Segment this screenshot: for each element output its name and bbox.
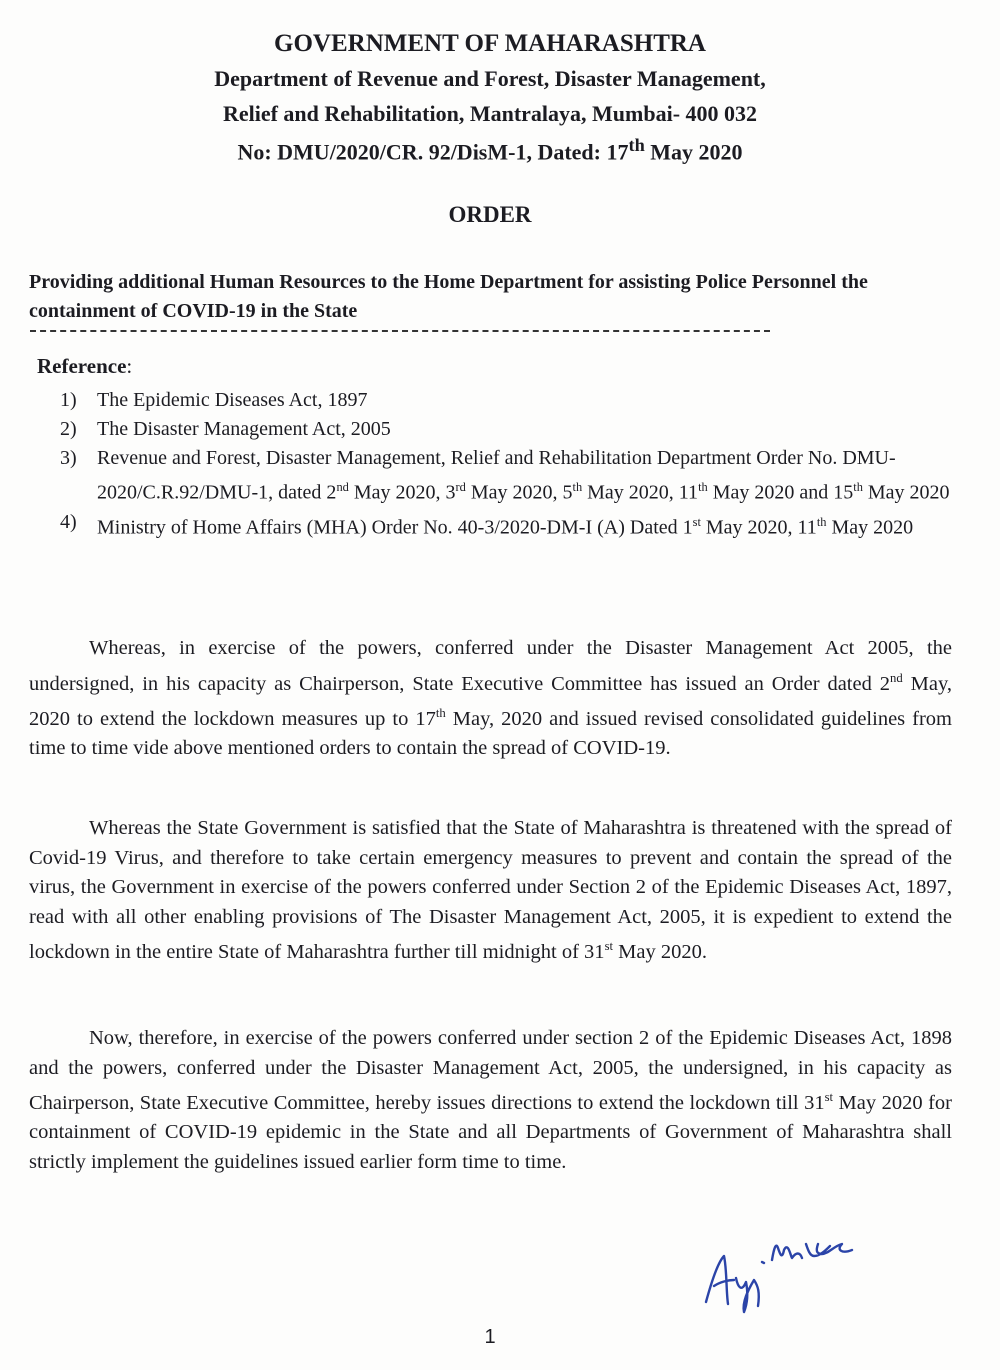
reference-colon: : (126, 354, 133, 378)
department-line-1: Department of Revenue and Forest, Disaster Management, (214, 66, 766, 91)
reference-number: 3) (60, 447, 77, 469)
text-run: May 2020 (826, 516, 914, 539)
reference-number: 4) (60, 510, 77, 533)
signature-strokes (706, 1244, 852, 1312)
paragraph-now-therefore (29, 1024, 952, 1177)
order-number-prefix: No: DMU/2020/CR. 92/DisM-1, Dated: 17 (237, 139, 629, 165)
reference-item (60, 415, 950, 444)
reference-text (97, 415, 950, 444)
reference-number: 2) (60, 418, 77, 440)
reference-label: Reference (37, 354, 127, 378)
text-run: Whereas, in exercise of the powers, conferred under the Disaster Management Act 2005, the undersigned, in his capacity as Chairperson, State Executive Committee has issued an Order dated 2 (29, 637, 952, 695)
ordinal-suffix: th (698, 480, 708, 494)
ordinal-suffix: th (435, 705, 446, 720)
ordinal-suffix: nd (336, 480, 349, 494)
text-run: Whereas the State Government is satisfied that the State of Maharashtra is threatened with the spread of Covid-19 Virus, and therefore to take certain emergency measures to prevent and contain the spread of the virus, the Government in exercise of the powers conferred under Section 2 of the Epidemic Diseases Act, 1897, read with all other enabling provisions of The Disaster Management Act, 2005, it is expedient to extend the lockdown in the entire State of Maharashtra further till midnight of 31 (29, 817, 952, 963)
ordinal-suffix: nd (890, 670, 903, 685)
ordinal-suffix: st (824, 1090, 834, 1104)
text-run: Now, therefore, in exercise of the powers conferred under section 2 of the Epidemic Diseases Act, 1898 and the powers, conferred under the Disaster Management Act, 2005, the undersigned, in his capacity as Chairperson, State Executive Committee, hereby issues directions to extend the lockdown till 31 (29, 1027, 952, 1114)
paragraph-whereas-1 (29, 634, 952, 764)
reference-heading (37, 354, 132, 379)
reference-text (97, 444, 950, 508)
ordinal-suffix: th (572, 480, 583, 494)
ordinal-suffix: st (692, 514, 701, 529)
reference-number: 1) (60, 389, 77, 411)
text-run: May 2020 for containment of COVID-19 epidemic in the State and all Departments of Government of Maharashtra shall strictly implement the guidelines issued earlier form time to time. (29, 1091, 952, 1173)
text-run: The Disaster Management Act, 2005 (97, 418, 391, 440)
order-subject: Providing additional Human Resources to the Home Department for assisting Police Personnel the containment of COVID-19 in the State (29, 271, 868, 322)
text-run: May 2020, 11 (700, 516, 817, 539)
order-number-suffix: May 2020 (644, 139, 743, 165)
text-run: May 2020 (862, 481, 950, 504)
government-heading: GOVERNMENT OF MAHARASHTRA (274, 30, 706, 57)
text-run: May, 2020 to extend the lockdown measures up to 17 (29, 672, 952, 730)
text-run: May 2020. (613, 940, 707, 963)
text-run: May, 2020 and issued revised consolidated guidelines from time to time vide above mentioned orders to contain the spread of COVID-19. (29, 707, 953, 760)
text-run: May 2020 and 15 (707, 481, 854, 504)
text-run: May 2020, 5 (465, 481, 573, 504)
order-date-suffix: th (628, 135, 645, 155)
text-run: May 2020, 3 (348, 481, 456, 504)
reference-item (60, 508, 950, 543)
page-number: 1 (484, 1326, 496, 1348)
signature (702, 1240, 862, 1315)
text-run: Ministry of Home Affairs (MHA) Order No. 40-3/2020-DM-I (A) Dated 1 (97, 516, 693, 539)
ordinal-suffix: st (604, 939, 614, 953)
department-line-2: Relief and Rehabilitation, Mantralaya, Mumbai- 400 032 (222, 101, 758, 126)
order-title: ORDER (448, 202, 532, 227)
ordinal-suffix: th (816, 514, 827, 529)
reference-text (97, 386, 950, 415)
reference-text (97, 508, 950, 543)
order-number-date (0, 135, 980, 165)
ordinal-suffix: th (853, 480, 863, 494)
dashed-divider (30, 330, 770, 332)
paragraph-whereas-2 (29, 814, 952, 967)
ordinal-suffix: rd (455, 480, 466, 494)
text-run: The Epidemic Diseases Act, 1897 (97, 389, 368, 411)
reference-list (60, 386, 950, 542)
text-run: Revenue and Forest, Disaster Management, Relief and Rehabilitation Department Order No. DMU-2020/C.R.92/DMU-1, dated 2 (97, 447, 896, 504)
text-run: May 2020, 11 (582, 481, 699, 504)
reference-item (60, 386, 950, 415)
reference-item (60, 444, 950, 508)
